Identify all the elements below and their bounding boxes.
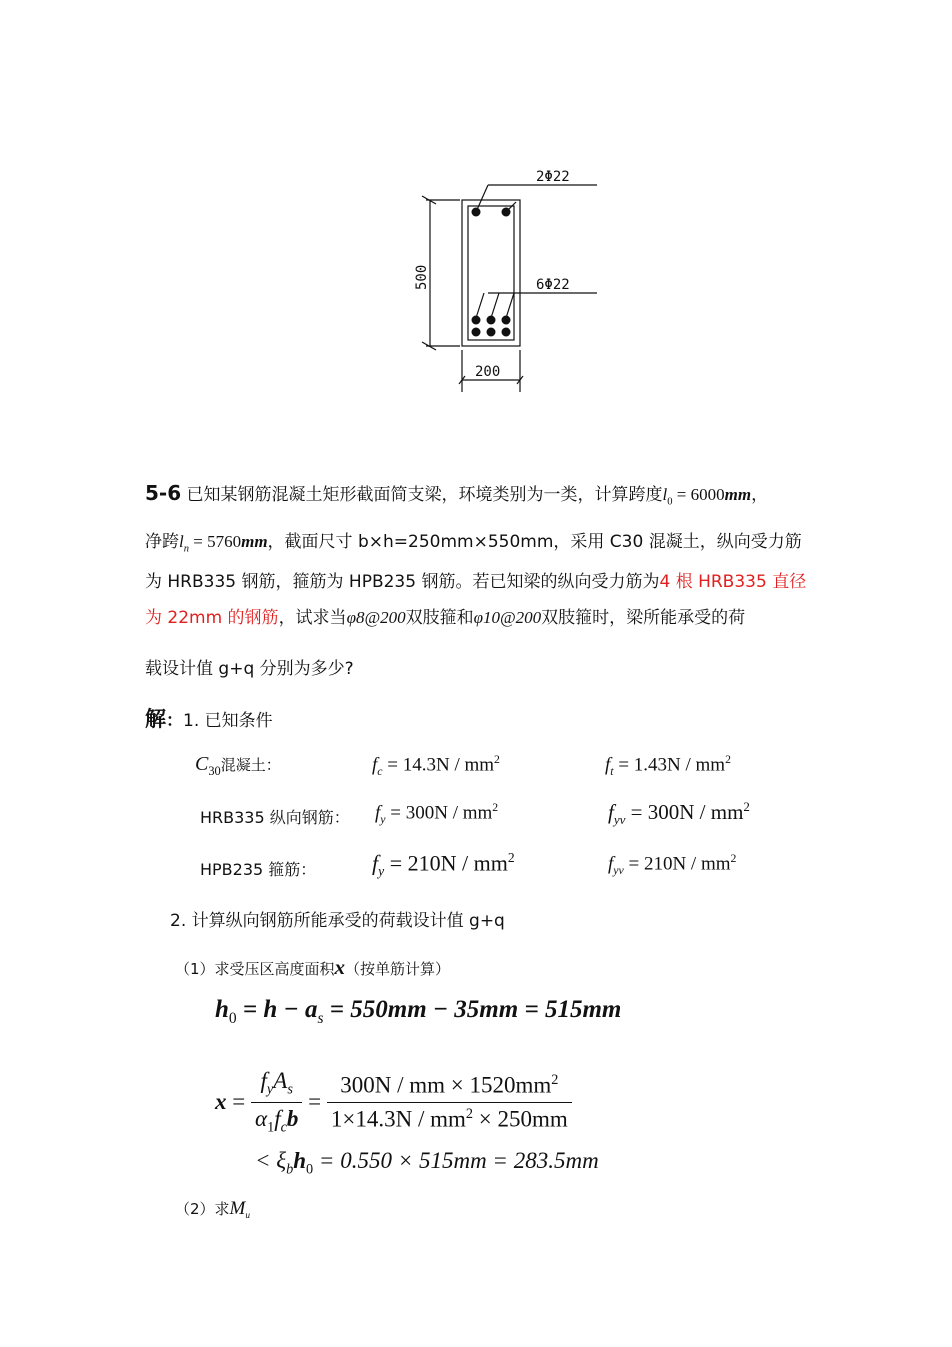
h0-equation: $h_0 = h - a_s = 550mm - 35mm = 515mm$ xyxy=(215,996,622,1027)
stirrup-spec-1: φ8@200 xyxy=(346,608,406,627)
problem-line-5 xyxy=(145,654,354,679)
problem-number: 5-6 xyxy=(145,481,182,505)
ft-value: $f_t = 1.43N / mm^2$ xyxy=(605,753,731,779)
hpb-fy-text: = 210N / mm xyxy=(389,850,508,876)
ft-text: = 1.43N / mm xyxy=(618,754,726,776)
xi-equation: < $\xi_bh_0 = 0.550 \times 515mm = 283.5mm$ xyxy=(255,1148,599,1178)
problem-text: 为 HRB335 钢筋，箍筋为 HPB235 钢筋。若已知梁的纵向受力筋为 xyxy=(145,572,660,592)
problem-text: 已知某钢筋混凝土矩形截面简支梁，环境类别为一类，计算跨度 xyxy=(186,485,663,505)
x-fraction-1: $\frac{f_yA_s}{\alpha_1f_cb}$ xyxy=(251,1068,302,1136)
highlight-text: 4 根 HRB335 直径 xyxy=(659,572,807,592)
substep-2-title xyxy=(175,1198,250,1221)
x-num-text: 300N / mm × 1520mm xyxy=(340,1072,552,1098)
fc-text: = 14.3N / mm xyxy=(387,754,495,776)
concrete-row-label xyxy=(195,753,281,779)
substep-1-title xyxy=(175,955,450,980)
step-2-title xyxy=(170,906,505,931)
beam-section-figure xyxy=(400,160,620,400)
x-symbol: x xyxy=(334,955,346,979)
x-fraction-2: $\frac{300N / mm \times 1520mm^2}{1\times 14.3N / mm^2 \times 250mm}$ xyxy=(327,1072,572,1132)
highlight-text: 为 22mm 的钢筋 xyxy=(145,608,279,628)
h0-eq-rest: = 550mm − 35mm = 515mm xyxy=(323,996,622,1023)
concrete-label: 混凝土： xyxy=(220,756,281,774)
step-2-text: 2. 计算纵向钢筋所能承受的荷载设计值 g+q xyxy=(170,911,505,931)
x-den-text: 1×14.3N / mm xyxy=(330,1106,466,1132)
stirrup-spec-2: φ10@200 xyxy=(473,608,542,627)
problem-text: 双肢箍时，梁所能承受的荷 xyxy=(541,608,746,628)
problem-line-2 xyxy=(145,527,802,554)
ln-unit: mm xyxy=(241,532,268,551)
hrb-fy-value: $f_y = 300N / mm^2$ xyxy=(375,801,499,827)
mu-sub: u xyxy=(245,1211,251,1221)
concrete-symbol: C xyxy=(195,753,209,775)
solution-heading xyxy=(145,703,273,733)
hrb-fyv-text: = 300N / mm xyxy=(630,800,744,824)
ln-symbol: l xyxy=(179,532,184,551)
hrb-fyv-value: $f_{yv} = 300N / mm^2$ xyxy=(608,799,750,828)
x-den-text-b: × 250mm xyxy=(473,1106,568,1132)
rebar-bottom xyxy=(502,316,511,325)
hpb-fyv-value: $f_{yv} = 210N / mm^2$ xyxy=(608,852,737,878)
problem-text: ，试求当 xyxy=(278,608,347,628)
h0-eq-text: = h − a xyxy=(242,996,318,1023)
concrete-sub: 30 xyxy=(208,764,221,778)
rebar-bottom xyxy=(472,316,481,325)
rebar-bottom xyxy=(487,328,496,337)
width-dimension: 200 xyxy=(475,364,501,380)
problem-text: 双肢箍和 xyxy=(405,608,474,628)
hpb-fy-value: $f_y = 210N / mm^2$ xyxy=(372,850,515,879)
height-dimension: 500 xyxy=(414,264,430,290)
solution-label: 解 xyxy=(145,707,166,731)
top-rebar-label: 2Φ22 xyxy=(536,169,570,185)
hrb-row-label xyxy=(200,805,350,828)
l0-sub: 0 xyxy=(667,496,673,508)
substep-1-text-b: （按单筋计算） xyxy=(345,960,451,978)
solution-colon: ： xyxy=(166,711,183,731)
substep-1-text: （1）求受压区高度面积 xyxy=(175,960,335,978)
rebar-top xyxy=(472,208,481,217)
xi-eq-text: < ξ xyxy=(255,1148,287,1173)
hrb-fy-text: = 300N / mm xyxy=(390,802,493,824)
x-equation: x = $\frac{f_yA_s}{\alpha_1f_cb}$ = $\frac{300N / mm \times 1520mm^2}{1\times 14.3N / mm^2 \times 250mm}$ xyxy=(215,1068,572,1136)
problem-line-4 xyxy=(145,603,745,628)
problem-text: ，截面尺寸 b×h=250mm×550mm，采用 C30 混凝土，纵向受力筋 xyxy=(267,532,802,552)
problem-text: 净跨 xyxy=(145,532,179,552)
mu-symbol: M xyxy=(229,1198,246,1219)
hrb-label: HRB335 纵向钢筋： xyxy=(200,808,350,827)
ln-sub: n xyxy=(183,543,189,555)
l0-symbol: l xyxy=(662,485,668,504)
substep-2-text: （2）求 xyxy=(175,1200,230,1218)
bottom-rebar-label: 6Φ22 xyxy=(536,277,570,293)
punct: ， xyxy=(751,485,769,505)
hpb-row-label xyxy=(200,857,316,880)
rebar-top xyxy=(502,208,511,217)
problem-text: 载设计值 g+q 分别为多少? xyxy=(145,659,354,679)
fc-value: $f_c = 14.3N / mm^2$ xyxy=(372,753,500,779)
step-1-title: 1. 已知条件 xyxy=(183,711,273,731)
l0-value: = 6000 xyxy=(672,485,725,504)
l0-unit: mm xyxy=(724,485,752,504)
rebar-bottom xyxy=(487,316,496,325)
ln-value: = 5760 xyxy=(189,532,242,551)
rebar-bottom xyxy=(472,328,481,337)
xi-eq-rest: = 0.550 × 515mm = 283.5mm xyxy=(313,1148,599,1173)
problem-line-3 xyxy=(145,567,806,592)
hpb-label: HPB235 箍筋： xyxy=(200,860,317,879)
problem-line-1 xyxy=(145,480,768,507)
rebar-bottom xyxy=(502,328,511,337)
hpb-fyv-text: = 210N / mm xyxy=(628,853,731,875)
